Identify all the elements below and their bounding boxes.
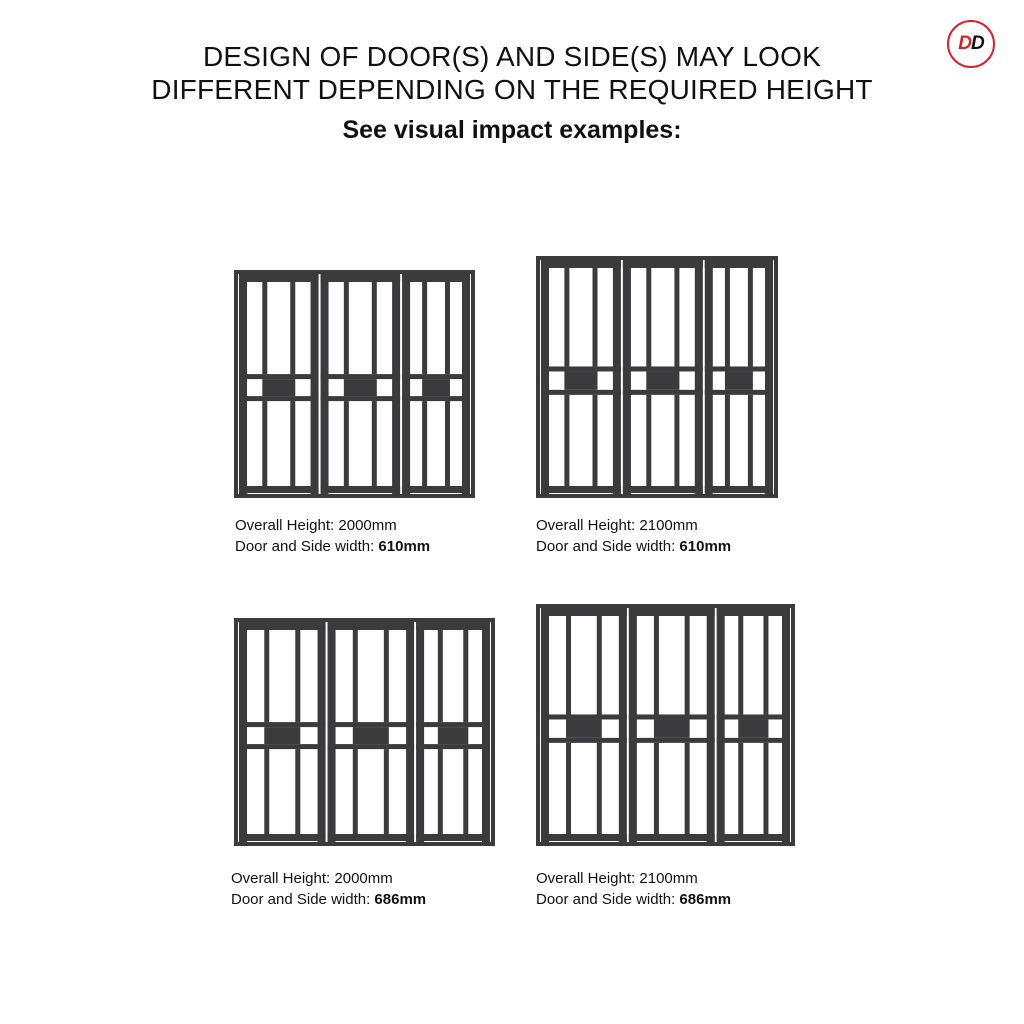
door-panel-right-rail-mid-upper [321,374,401,379]
door-panel-right-centre-panel [344,379,377,396]
door-panel-left-bar-upper-1 [566,616,571,714]
side-panel-stile-left [402,274,410,494]
door-panel-left-bar-lower-1 [564,395,569,486]
door-panel-left-stile-left [239,622,247,842]
door-panel-right-stile-right [406,622,414,842]
height-label: Overall Height: [536,517,636,534]
door-panel-right-bar-lower-2 [685,743,690,834]
door-panel-right-bar-lower-1 [654,743,659,834]
height-value: 2100mm [639,870,698,887]
height-line [235,515,430,536]
door-set-illustration-3 [234,618,495,846]
door-panel-right-rail-mid-lower [321,396,401,401]
door-panel-left-rail-bottom [239,486,319,493]
door-panel-left-rail-mid-lower [239,396,319,401]
side-panel-rail-bottom [717,834,790,841]
door-panel-left-rail-mid-upper [541,714,627,719]
side-panel-rail-mid-upper [402,374,470,379]
door-panel-left-rail-mid-lower [541,738,627,743]
door-panel-right-bar-lower-1 [353,749,358,834]
door-panel-right-stile-left [629,608,637,842]
door-panel-left-rail-bottom [541,486,621,493]
side-panel-bar-lower-1 [438,749,443,834]
door-panel-right-stile-left [623,260,631,494]
door-panel-right-bar-upper-1 [646,268,651,366]
door-panel-left-centre-panel [564,371,597,389]
door-set-illustration-1 [234,270,475,498]
door-panel-left-rail-mid-lower [239,744,326,749]
door-panel-right-bar-upper-2 [674,268,679,366]
outer-frame-left [234,270,238,498]
side-panel-bar-upper-2 [763,616,768,714]
side-panel-bar-upper-1 [422,282,427,374]
door-panel-left-bar-upper-1 [564,268,569,366]
outer-frame-left [234,618,238,846]
door-panel-right-stile-right [695,260,703,494]
side-panel-stile-left [717,608,725,842]
door-set-illustration-4 [536,604,795,846]
outer-frame-right [471,270,475,498]
side-panel-rail-top [705,260,773,268]
door-panel-right-centre-panel [646,371,679,389]
side-panel-bar-lower-2 [445,401,450,486]
door-panel-right-bar-lower-2 [384,749,389,834]
door-panel-left-bar-upper-1 [264,630,269,722]
side-panel-bar-upper-2 [445,282,450,374]
door-panel-left-stile-right [613,260,621,494]
door-panel-right-rail-top [623,260,703,268]
side-panel-stile-left [705,260,713,494]
door-panel-right-rail-bottom [321,486,401,493]
width-line [235,536,430,557]
door-panel-left-rail-mid-upper [541,366,621,371]
door-panel-left-rail-mid-upper [239,722,326,727]
side-panel-centre-panel [738,719,768,737]
door-panel-right-rail-mid-upper [629,714,715,719]
side-panel-rail-mid-upper [416,722,490,727]
side-panel-rail-top [402,274,470,282]
door-panel-left-bar-upper-2 [597,616,602,714]
door-panel-left-rail-top [239,274,319,282]
door-panel-left-bar-lower-1 [264,749,269,834]
door-panel-left-bar-lower-2 [597,743,602,834]
door-panel-left-centre-panel [566,719,602,737]
dd-logo [947,20,995,68]
side-panel-centre-panel [725,371,753,389]
door-panel-right-rail-top [328,622,415,630]
width-value: 686mm [679,891,732,908]
door-panel-right-centre-panel [654,719,690,737]
door-panel-left-rail-mid-lower [541,390,621,395]
width-value: 610mm [378,538,431,555]
side-panel-stile-left [416,622,424,842]
side-panel-bar-lower-2 [748,395,753,486]
side-panel-bar-upper-1 [725,268,730,366]
headline-line-2: DIFFERENT DEPENDING ON THE REQUIRED HEIGHT [151,74,873,105]
caption-2 [536,515,731,557]
side-panel-bar-upper-1 [738,616,743,714]
outer-frame-right [774,256,778,498]
door-panel-right-bar-upper-2 [372,282,377,374]
side-panel-rail-top [717,608,790,616]
door-panel-left-rail-bottom [541,834,627,841]
outer-frame-bottom [234,494,475,498]
door-panel-left-stile-left [239,274,247,494]
door-panel-left-bar-upper-2 [295,630,300,722]
side-panel-bar-upper-1 [438,630,443,722]
caption-1 [235,515,430,557]
width-line [536,889,731,910]
door-panel-left-rail-top [541,608,627,616]
door-panel-left-rail-mid-upper [239,374,319,379]
door-panel-right-rail-top [629,608,715,616]
door-panel-left-stile-right [311,274,319,494]
width-value: 610mm [679,538,732,555]
door-panel-left-stile-left [541,260,549,494]
door-panel-left-rail-top [239,622,326,630]
side-panel-rail-mid-lower [717,738,790,743]
door-panel-right-bar-lower-1 [344,401,349,486]
door-panel-left-bar-lower-1 [262,401,267,486]
width-line [536,536,731,557]
logo-letter-left: D [958,33,971,54]
door-panel-right-bar-lower-2 [372,401,377,486]
side-panel-rail-mid-upper [705,366,773,371]
height-value: 2000mm [334,870,393,887]
side-panel-rail-mid-upper [717,714,790,719]
door-panel-left-rail-bottom [239,834,326,841]
door-panel-right-bar-lower-1 [646,395,651,486]
subheading: See visual impact examples: [342,116,682,144]
door-panel-right-rail-bottom [623,486,703,493]
door-panel-left-bar-upper-1 [262,282,267,374]
door-panel-left-centre-panel [262,379,295,396]
side-panel-centre-panel [422,379,450,396]
height-value: 2000mm [338,517,397,534]
outer-frame-right [491,618,495,846]
door-panel-right-bar-upper-1 [654,616,659,714]
side-panel-stile-right [482,622,490,842]
door-set-illustration-2 [536,256,778,498]
side-panel-rail-mid-lower [416,744,490,749]
outer-frame-bottom [234,842,495,846]
door-panel-right-centre-panel [353,727,389,744]
door-panel-right-bar-upper-2 [384,630,389,722]
door-panel-right-rail-mid-upper [328,722,415,727]
outer-frame-left [536,256,540,498]
door-panel-right-stile-right [707,608,715,842]
door-panel-right-stile-left [321,274,329,494]
caption-3 [231,868,426,910]
side-panel-rail-bottom [705,486,773,493]
door-panel-left-stile-right [619,608,627,842]
side-panel-stile-right [782,608,790,842]
headline-line-1: DESIGN OF DOOR(S) AND SIDE(S) MAY LOOK [203,41,821,72]
side-panel-rail-bottom [416,834,490,841]
door-panel-right-rail-mid-lower [629,738,715,743]
door-panel-right-rail-bottom [328,834,415,841]
side-panel-stile-right [462,274,470,494]
door-panel-right-rail-mid-lower [328,744,415,749]
side-panel-bar-lower-1 [725,395,730,486]
side-panel-rail-top [416,622,490,630]
side-panel-bar-lower-2 [763,743,768,834]
door-panel-right-bar-lower-2 [674,395,679,486]
door-panel-left-stile-left [541,608,549,842]
side-panel-bar-lower-1 [422,401,427,486]
door-panel-left-bar-lower-2 [290,401,295,486]
side-panel-rail-bottom [402,486,470,493]
outer-frame-top [234,618,495,622]
side-panel-stile-right [765,260,773,494]
door-panel-right-stile-right [392,274,400,494]
width-line [231,889,426,910]
door-panel-right-rail-top [321,274,401,282]
width-value: 686mm [374,891,427,908]
side-panel-bar-lower-1 [738,743,743,834]
door-panel-left-bar-upper-2 [290,282,295,374]
side-panel-rail-mid-lower [402,396,470,401]
outer-frame-top [536,604,795,608]
door-panel-left-bar-lower-1 [566,743,571,834]
side-panel-centre-panel [438,727,468,744]
door-panel-left-bar-lower-2 [295,749,300,834]
side-panel-bar-upper-2 [748,268,753,366]
door-panel-left-bar-lower-2 [593,395,598,486]
outer-frame-top [536,256,778,260]
width-label: Door and Side width: [231,891,371,908]
height-label: Overall Height: [536,870,636,887]
width-label: Door and Side width: [235,538,375,555]
door-panel-left-rail-top [541,260,621,268]
door-panel-left-centre-panel [264,727,300,744]
door-panel-right-rail-bottom [629,834,715,841]
outer-frame-left [536,604,540,846]
height-line [536,515,731,536]
door-panel-right-bar-upper-1 [344,282,349,374]
width-label: Door and Side width: [536,538,676,555]
height-value: 2100mm [639,517,698,534]
outer-frame-bottom [536,842,795,846]
outer-frame-right [791,604,795,846]
door-panel-left-bar-upper-2 [593,268,598,366]
height-line [231,868,426,889]
height-label: Overall Height: [235,517,335,534]
width-label: Door and Side width: [536,891,676,908]
height-line [536,868,731,889]
side-panel-rail-mid-lower [705,390,773,395]
logo-letter-right: D [971,33,984,54]
outer-frame-top [234,270,475,274]
door-panel-left-stile-right [318,622,326,842]
door-panel-right-rail-mid-lower [623,390,703,395]
side-panel-bar-lower-2 [463,749,468,834]
door-panel-right-bar-upper-2 [685,616,690,714]
caption-4 [536,868,731,910]
door-panel-right-bar-upper-1 [353,630,358,722]
height-label: Overall Height: [231,870,331,887]
door-panel-right-stile-left [328,622,336,842]
door-panel-right-rail-mid-upper [623,366,703,371]
outer-frame-bottom [536,494,778,498]
side-panel-bar-upper-2 [463,630,468,722]
